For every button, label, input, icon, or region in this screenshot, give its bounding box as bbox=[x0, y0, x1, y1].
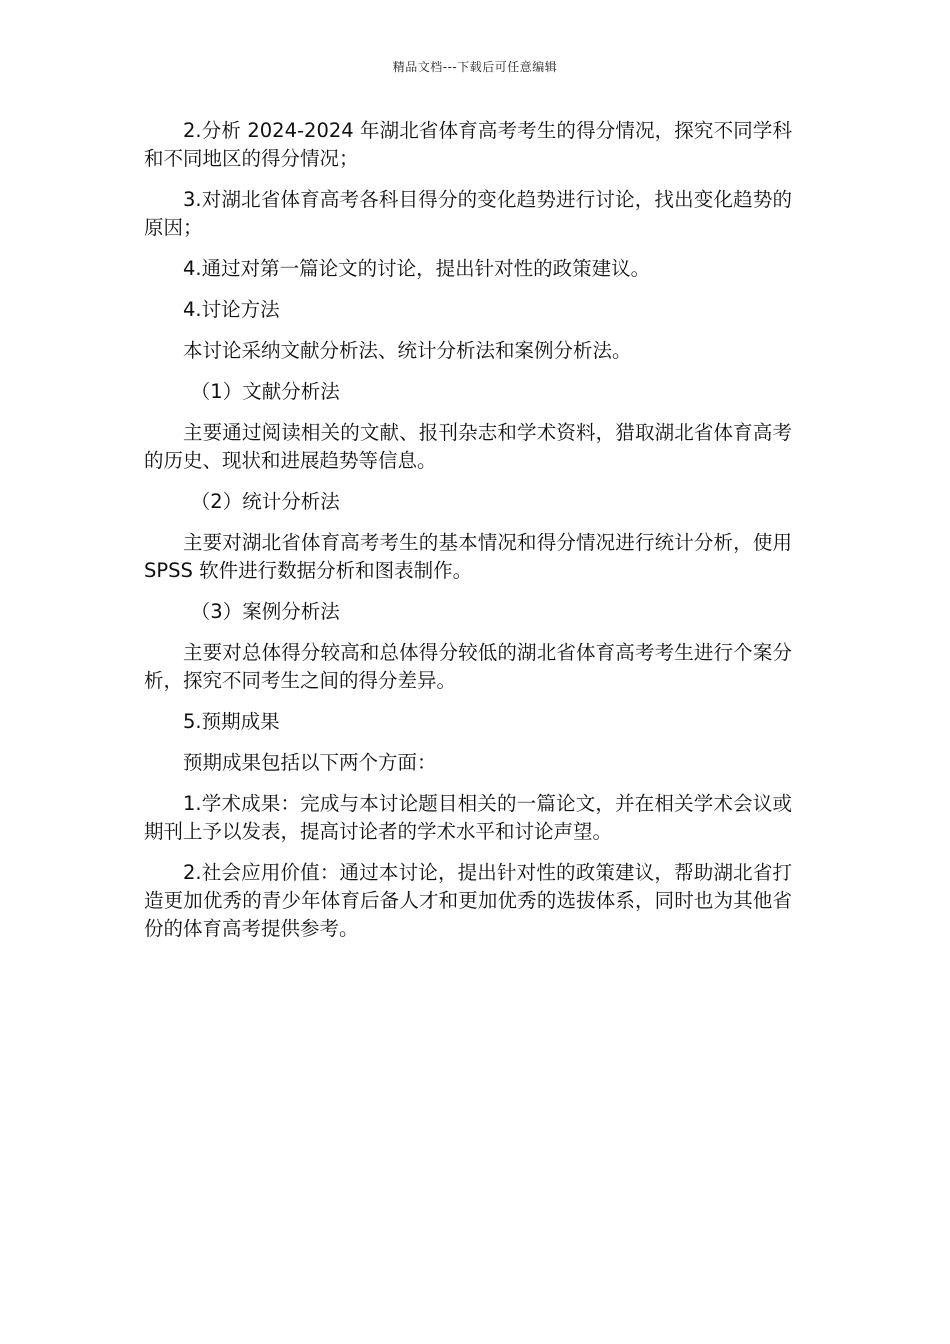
paragraph-case-analysis: 主要对总体得分较高和总体得分较低的湖北省体育高考考生进行个案分析，探究不同考生之间的得分差异。 bbox=[144, 641, 792, 692]
subheading-statistical-analysis: （2）统计分析法 bbox=[190, 490, 340, 513]
paragraph-results-intro: 预期成果包括以下两个方面： bbox=[183, 751, 437, 774]
paragraph-statistical-analysis: 主要对湖北省体育高考考生的基本情况和得分情况进行统计分析，使用 SPSS 软件进行数据分析和图表制作。 bbox=[144, 531, 792, 582]
subheading-literature-analysis: （1）文献分析法 bbox=[190, 380, 340, 403]
subheading-case-analysis: （3）案例分析法 bbox=[190, 600, 340, 623]
paragraph-methods-intro: 本讨论采纳文献分析法、统计分析法和案例分析法。 bbox=[183, 339, 632, 362]
section-heading-expected-results: 5.预期成果 bbox=[183, 710, 280, 733]
paragraph-objective-4: 4.通过对第一篇论文的讨论，提出针对性的政策建议。 bbox=[183, 257, 651, 280]
paragraph-academic-results: 1.学术成果：完成与本讨论题目相关的一篇论文，并在相关学术会议或期刊上予以发表，提高讨论者的学术水平和讨论声望。 bbox=[144, 792, 792, 843]
paragraph-objective-3: 3.对湖北省体育高考各科目得分的变化趋势进行讨论，找出变化趋势的原因； bbox=[144, 188, 792, 239]
document-body bbox=[144, 117, 792, 956]
paragraph-social-value: 2.社会应用价值：通过本讨论，提出针对性的政策建议，帮助湖北省打造更加优秀的青少年体育后备人才和更加优秀的选拔体系，同时也为其他省份的体育高考提供参考。 bbox=[144, 861, 792, 940]
paragraph-literature-analysis: 主要通过阅读相关的文献、报刊杂志和学术资料，猎取湖北省体育高考的历史、现状和进展趋势等信息。 bbox=[144, 421, 792, 472]
paragraph-objective-2: 2.分析 2024-2024 年湖北省体育高考考生的得分情况，探究不同学科和不同地区的得分情况； bbox=[144, 119, 792, 170]
section-heading-methods: 4.讨论方法 bbox=[183, 298, 280, 321]
page-header: 精品文档---下载后可任意编辑 bbox=[392, 60, 558, 74]
